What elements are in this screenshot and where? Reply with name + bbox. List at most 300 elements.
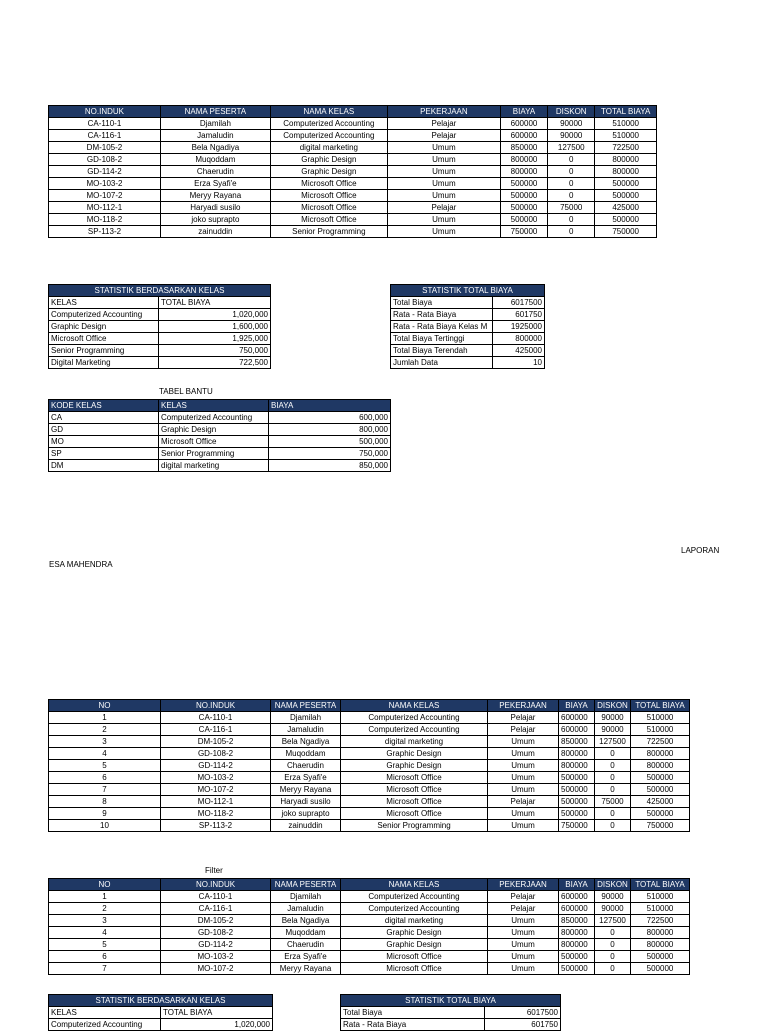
cell-no-induk: MO-103-2 [49, 178, 161, 190]
cell-kelas: Senior Programming [49, 345, 159, 357]
cell-diskon: 0 [548, 226, 595, 238]
cell-total-biaya: 800000 [595, 154, 657, 166]
cell-nama-kelas: Microsoft Office [270, 214, 387, 226]
cell-diskon: 0 [595, 784, 631, 796]
cell-pekerjaan: Pelajar [488, 891, 559, 903]
cell-no-induk: GD-114-2 [161, 760, 271, 772]
table-row [49, 939, 690, 951]
table-row [49, 142, 657, 154]
cell-pekerjaan: Pelajar [488, 724, 559, 736]
cell-no: 3 [49, 915, 161, 927]
cell-total-biaya: 425000 [595, 202, 657, 214]
cell-no-induk: MO-107-2 [161, 963, 271, 975]
cell-total-biaya: 800000 [631, 927, 690, 939]
cell-kelas: Microsoft Office [49, 333, 159, 345]
table-body [49, 297, 271, 369]
cell-diskon: 75000 [595, 796, 631, 808]
cell-nama-peserta: Bela Ngadiya [271, 915, 341, 927]
cell-nama-peserta: Meryy Rayana [160, 190, 270, 202]
cell-biaya: 500000 [559, 796, 595, 808]
table-row [49, 1019, 273, 1031]
cell-kelas: Computerized Accounting [49, 1019, 161, 1031]
cell-diskon: 0 [548, 214, 595, 226]
cell-pekerjaan: Pelajar [387, 130, 500, 142]
cell-value: 1925000 [493, 321, 545, 333]
cell-pekerjaan: Umum [488, 927, 559, 939]
cell-pekerjaan: Umum [488, 808, 559, 820]
table-row [49, 448, 391, 460]
cell-nama-kelas: digital marketing [270, 142, 387, 154]
table-body [49, 712, 690, 832]
table-row [49, 202, 657, 214]
cell-nama-peserta: Chaerudin [271, 939, 341, 951]
cell-total-biaya: 425000 [631, 796, 690, 808]
cell-pekerjaan: Umum [488, 772, 559, 784]
table-body [49, 891, 690, 975]
cell-diskon: 90000 [548, 130, 595, 142]
cell-value: 6017500 [493, 297, 545, 309]
cell-no-induk: GD-108-2 [49, 154, 161, 166]
header-diskon[interactable]: DISKON [595, 879, 631, 891]
author-name: ESA MAHENDRA [49, 560, 113, 569]
cell-label: Total Biaya Terendah [391, 345, 493, 357]
header-pekerjaan[interactable]: PEKERJAAN [488, 879, 559, 891]
cell-total-biaya: 510000 [631, 724, 690, 736]
cell-nama-peserta: Bela Ngadiya [160, 142, 270, 154]
cell-pekerjaan: Umum [488, 963, 559, 975]
cell-no: 4 [49, 748, 161, 760]
header-nama-kelas: NAMA KELAS [341, 700, 488, 712]
cell-value: 10 [493, 357, 545, 369]
cell-total: 1,925,000 [159, 333, 271, 345]
cell-no-induk: CA-110-1 [49, 118, 161, 130]
cell-nama-peserta: Djamilah [160, 118, 270, 130]
cell-nama-kelas: Computerized Accounting [341, 903, 488, 915]
cell-total: 1,020,000 [159, 309, 271, 321]
cell-no: 5 [49, 939, 161, 951]
col-kelas-label: KELAS [49, 1007, 161, 1019]
table-row [391, 357, 545, 369]
cell-nama-kelas: digital marketing [341, 736, 488, 748]
filter-table [48, 878, 690, 975]
cell-nama-kelas: Computerized Accounting [341, 712, 488, 724]
cell-total-biaya: 510000 [631, 891, 690, 903]
cell-value: 425000 [493, 345, 545, 357]
cell-no-induk: DM-105-2 [161, 736, 271, 748]
cell-biaya: 600000 [559, 891, 595, 903]
table-row [49, 333, 271, 345]
cell-nama-peserta: Meryy Rayana [271, 784, 341, 796]
cell-kelas: Graphic Design [49, 321, 159, 333]
cell-biaya: 600,000 [269, 412, 391, 424]
cell-no-induk: CA-110-1 [161, 712, 271, 724]
cell-nama-peserta: Erza Syafi'e [271, 772, 341, 784]
table-row [49, 309, 271, 321]
cell-nama-kelas: Graphic Design [341, 748, 488, 760]
header-biaya[interactable]: BIAYA [559, 879, 595, 891]
stat-kelas-title: STATISTIK BERDASARKAN KELAS [49, 995, 273, 1007]
cell-no: 7 [49, 963, 161, 975]
table-row [49, 927, 690, 939]
col-kelas-label: KELAS [49, 297, 159, 309]
header-nama-peserta: NAMA PESERTA [271, 700, 341, 712]
cell-total-biaya: 500000 [595, 214, 657, 226]
cell-pekerjaan: Pelajar [488, 796, 559, 808]
cell-biaya: 800000 [559, 939, 595, 951]
cell-no-induk: GD-114-2 [49, 166, 161, 178]
cell-no: 5 [49, 760, 161, 772]
cell-kelas: Graphic Design [159, 424, 269, 436]
cell-no-induk: MO-118-2 [161, 808, 271, 820]
header-total-biaya: TOTAL BIAYA [595, 106, 657, 118]
cell-no: 2 [49, 903, 161, 915]
cell-kode: CA [49, 412, 159, 424]
cell-diskon: 0 [595, 820, 631, 832]
cell-no: 1 [49, 891, 161, 903]
table-row [49, 820, 690, 832]
table-body [49, 118, 657, 238]
cell-label: Rata - Rata Biaya [391, 309, 493, 321]
cell-biaya: 800000 [559, 748, 595, 760]
stat-total-title: STATISTIK TOTAL BIAYA [391, 285, 545, 297]
cell-value: 601750 [493, 309, 545, 321]
cell-biaya: 800,000 [269, 424, 391, 436]
cell-biaya: 500000 [500, 214, 547, 226]
cell-no: 1 [49, 712, 161, 724]
cell-pekerjaan: Pelajar [488, 712, 559, 724]
table-row [49, 118, 657, 130]
cell-label: Total Biaya Tertinggi [391, 333, 493, 345]
cell-nama-peserta: Jamaludin [160, 130, 270, 142]
cell-nama-peserta: Meryy Rayana [271, 963, 341, 975]
table-row [49, 903, 690, 915]
cell-total-biaya: 800000 [595, 166, 657, 178]
cell-no-induk: SP-113-2 [161, 820, 271, 832]
cell-nama-kelas: Computerized Accounting [270, 130, 387, 142]
table-header-row [49, 106, 657, 118]
table-row [341, 1007, 561, 1019]
laporan-label: LAPORAN [681, 546, 720, 555]
cell-nama-peserta: Jamaludin [271, 724, 341, 736]
cell-pekerjaan: Umum [488, 951, 559, 963]
cell-no: 9 [49, 808, 161, 820]
cell-nama-peserta: Djamilah [271, 712, 341, 724]
table-row [49, 214, 657, 226]
cell-diskon: 0 [595, 927, 631, 939]
cell-no-induk: DM-105-2 [49, 142, 161, 154]
table-row [49, 460, 391, 472]
cell-pekerjaan: Umum [488, 736, 559, 748]
header-total-biaya: TOTAL BIAYA [631, 700, 690, 712]
cell-nama-peserta: Chaerudin [160, 166, 270, 178]
cell-biaya: 600000 [559, 903, 595, 915]
cell-value: 800000 [493, 333, 545, 345]
table-row [49, 166, 657, 178]
cell-nama-peserta: Muqoddam [160, 154, 270, 166]
cell-biaya: 600000 [500, 118, 547, 130]
table-row [391, 333, 545, 345]
table-row [49, 760, 690, 772]
cell-diskon: 0 [548, 166, 595, 178]
table-row [49, 412, 391, 424]
cell-diskon: 0 [595, 808, 631, 820]
table-row [49, 424, 391, 436]
header-nama-kelas[interactable]: NAMA KELAS [341, 879, 488, 891]
table-row [49, 1007, 273, 1019]
cell-nama-kelas: Microsoft Office [341, 772, 488, 784]
cell-no-induk: MO-107-2 [161, 784, 271, 796]
cell-no: 3 [49, 736, 161, 748]
cell-biaya: 500,000 [269, 436, 391, 448]
cell-no-induk: MO-107-2 [49, 190, 161, 202]
cell-no: 6 [49, 772, 161, 784]
cell-diskon: 90000 [595, 712, 631, 724]
cell-total-biaya: 722500 [631, 915, 690, 927]
cell-diskon: 127500 [595, 915, 631, 927]
cell-nama-peserta: Bela Ngadiya [271, 736, 341, 748]
cell-nama-kelas: Microsoft Office [341, 951, 488, 963]
cell-pekerjaan: Umum [387, 166, 500, 178]
filter-label: Filter [205, 866, 223, 875]
cell-kode: SP [49, 448, 159, 460]
cell-diskon: 0 [595, 772, 631, 784]
cell-no-induk: MO-112-1 [49, 202, 161, 214]
table-header-row [49, 700, 690, 712]
cell-value: 601750 [485, 1019, 561, 1031]
cell-diskon: 75000 [548, 202, 595, 214]
cell-nama-kelas: Senior Programming [270, 226, 387, 238]
report-table [48, 699, 690, 832]
cell-value: 6017500 [485, 1007, 561, 1019]
cell-biaya: 500000 [559, 951, 595, 963]
cell-biaya: 500000 [559, 963, 595, 975]
cell-pekerjaan: Umum [488, 748, 559, 760]
cell-biaya: 500000 [559, 772, 595, 784]
cell-biaya: 500000 [500, 202, 547, 214]
cell-biaya: 850,000 [269, 460, 391, 472]
cell-kelas: Microsoft Office [159, 436, 269, 448]
table-row [49, 891, 690, 903]
cell-total-biaya: 500000 [631, 808, 690, 820]
cell-label: Total Biaya [391, 297, 493, 309]
cell-nama-kelas: Microsoft Office [341, 808, 488, 820]
cell-total: 722,500 [159, 357, 271, 369]
stat-total-title: STATISTIK TOTAL BIAYA [341, 995, 561, 1007]
cell-no-induk: MO-103-2 [161, 951, 271, 963]
cell-biaya: 800000 [559, 927, 595, 939]
cell-diskon: 0 [548, 154, 595, 166]
cell-pekerjaan: Umum [488, 784, 559, 796]
cell-nama-peserta: Djamilah [271, 891, 341, 903]
cell-total-biaya: 500000 [595, 190, 657, 202]
cell-kelas: Computerized Accounting [159, 412, 269, 424]
cell-biaya: 850000 [559, 736, 595, 748]
cell-biaya: 800000 [500, 154, 547, 166]
stat-total-table [390, 284, 545, 369]
cell-biaya: 800000 [559, 760, 595, 772]
cell-label: Jumlah Data [391, 357, 493, 369]
cell-diskon: 127500 [548, 142, 595, 154]
cell-pekerjaan: Pelajar [387, 202, 500, 214]
header-total-biaya[interactable]: TOTAL BIAYA [631, 879, 690, 891]
cell-pekerjaan: Umum [488, 760, 559, 772]
header-no-induk: NO.INDUK [49, 106, 161, 118]
table-row [391, 321, 545, 333]
cell-pekerjaan: Pelajar [387, 118, 500, 130]
table-row [49, 748, 690, 760]
cell-nama-peserta: zainuddin [160, 226, 270, 238]
cell-nama-peserta: Muqoddam [271, 748, 341, 760]
cell-no-induk: MO-112-1 [161, 796, 271, 808]
header-nama-peserta: NAMA PESERTA [160, 106, 270, 118]
header-no-induk[interactable]: NO.INDUK [161, 879, 271, 891]
cell-biaya: 500000 [559, 808, 595, 820]
cell-nama-peserta: Jamaludin [271, 903, 341, 915]
cell-no-induk: MO-103-2 [161, 772, 271, 784]
cell-total-biaya: 510000 [595, 118, 657, 130]
table-row [49, 297, 271, 309]
col-total-label: TOTAL BIAYA [161, 1007, 273, 1019]
table-row [49, 130, 657, 142]
cell-pekerjaan: Umum [387, 214, 500, 226]
cell-pekerjaan: Umum [488, 939, 559, 951]
cell-no: 10 [49, 820, 161, 832]
cell-diskon: 127500 [595, 736, 631, 748]
cell-total: 750,000 [159, 345, 271, 357]
cell-biaya: 750000 [500, 226, 547, 238]
cell-total-biaya: 500000 [631, 784, 690, 796]
cell-total-biaya: 722500 [631, 736, 690, 748]
col-total-label: TOTAL BIAYA [159, 297, 271, 309]
cell-pekerjaan: Umum [488, 820, 559, 832]
cell-no-induk: GD-108-2 [161, 927, 271, 939]
cell-total-biaya: 722500 [595, 142, 657, 154]
table-row [49, 190, 657, 202]
cell-diskon: 0 [595, 760, 631, 772]
header-biaya: BIAYA [269, 400, 391, 412]
header-no: NO [49, 700, 161, 712]
table-row [49, 796, 690, 808]
cell-kelas: Digital Marketing [49, 357, 159, 369]
table-row [49, 436, 391, 448]
header-kelas: KELAS [159, 400, 269, 412]
header-pekerjaan: PEKERJAAN [387, 106, 500, 118]
cell-kelas: digital marketing [159, 460, 269, 472]
cell-diskon: 0 [595, 748, 631, 760]
cell-nama-kelas: Computerized Accounting [270, 118, 387, 130]
header-no-induk: NO.INDUK [161, 700, 271, 712]
cell-biaya: 500000 [500, 178, 547, 190]
cell-diskon: 90000 [595, 891, 631, 903]
table-row [49, 808, 690, 820]
cell-no-induk: SP-113-2 [49, 226, 161, 238]
table-row [49, 724, 690, 736]
header-biaya: BIAYA [500, 106, 547, 118]
cell-kode: GD [49, 424, 159, 436]
table-row [341, 1019, 561, 1031]
cell-biaya: 500000 [500, 190, 547, 202]
header-no[interactable]: NO [49, 879, 161, 891]
cell-diskon: 90000 [595, 903, 631, 915]
stat-kelas-title: STATISTIK BERDASARKAN KELAS [49, 285, 271, 297]
cell-total-biaya: 750000 [631, 820, 690, 832]
cell-no-induk: CA-116-1 [49, 130, 161, 142]
cell-biaya: 500000 [559, 784, 595, 796]
cell-nama-kelas: Graphic Design [270, 166, 387, 178]
table-header-row [49, 879, 690, 891]
cell-total-biaya: 500000 [631, 772, 690, 784]
cell-biaya: 800000 [500, 166, 547, 178]
cell-total-biaya: 500000 [631, 951, 690, 963]
cell-nama-kelas: Senior Programming [341, 820, 488, 832]
cell-nama-peserta: Haryadi susilo [271, 796, 341, 808]
cell-pekerjaan: Umum [387, 142, 500, 154]
cell-pekerjaan: Umum [488, 915, 559, 927]
cell-diskon: 0 [548, 178, 595, 190]
cell-no-induk: DM-105-2 [161, 915, 271, 927]
cell-nama-kelas: Graphic Design [341, 927, 488, 939]
table-row [49, 345, 271, 357]
cell-biaya: 600000 [500, 130, 547, 142]
cell-no: 8 [49, 796, 161, 808]
cell-no: 7 [49, 784, 161, 796]
cell-nama-kelas: Microsoft Office [341, 784, 488, 796]
cell-biaya: 600000 [559, 724, 595, 736]
cell-nama-kelas: Microsoft Office [270, 190, 387, 202]
table-row [391, 345, 545, 357]
cell-biaya: 750,000 [269, 448, 391, 460]
cell-nama-kelas: Graphic Design [341, 939, 488, 951]
tabel-bantu-label: TABEL BANTU [159, 387, 213, 396]
table-body [49, 412, 391, 472]
cell-diskon: 0 [595, 963, 631, 975]
table-row [49, 951, 690, 963]
table-row [49, 178, 657, 190]
header-biaya: BIAYA [559, 700, 595, 712]
table-row [49, 772, 690, 784]
table-body [391, 297, 545, 369]
table-row [49, 915, 690, 927]
cell-nama-peserta: Haryadi susilo [160, 202, 270, 214]
cell-nama-peserta: joko suprapto [271, 808, 341, 820]
cell-total: 1,020,000 [161, 1019, 273, 1031]
cell-diskon: 0 [548, 190, 595, 202]
cell-total-biaya: 800000 [631, 748, 690, 760]
cell-kelas: Senior Programming [159, 448, 269, 460]
table-row [49, 226, 657, 238]
cell-nama-peserta: joko suprapto [160, 214, 270, 226]
table-row [49, 736, 690, 748]
header-nama-peserta[interactable]: NAMA PESERTA [271, 879, 341, 891]
cell-no: 2 [49, 724, 161, 736]
header-diskon: DISKON [548, 106, 595, 118]
cell-kode: DM [49, 460, 159, 472]
cell-nama-kelas: Graphic Design [341, 760, 488, 772]
cell-pekerjaan: Umum [387, 190, 500, 202]
table-row [391, 309, 545, 321]
header-diskon: DISKON [595, 700, 631, 712]
cell-diskon: 0 [595, 951, 631, 963]
cell-nama-peserta: Erza Syafi'e [160, 178, 270, 190]
cell-label: Total Biaya [341, 1007, 485, 1019]
cell-total-biaya: 750000 [595, 226, 657, 238]
cell-no-induk: CA-110-1 [161, 891, 271, 903]
cell-diskon: 90000 [548, 118, 595, 130]
cell-nama-kelas: Microsoft Office [270, 202, 387, 214]
cell-label: Rata - Rata Biaya [341, 1019, 485, 1031]
cell-no-induk: CA-116-1 [161, 724, 271, 736]
cell-total-biaya: 510000 [631, 712, 690, 724]
